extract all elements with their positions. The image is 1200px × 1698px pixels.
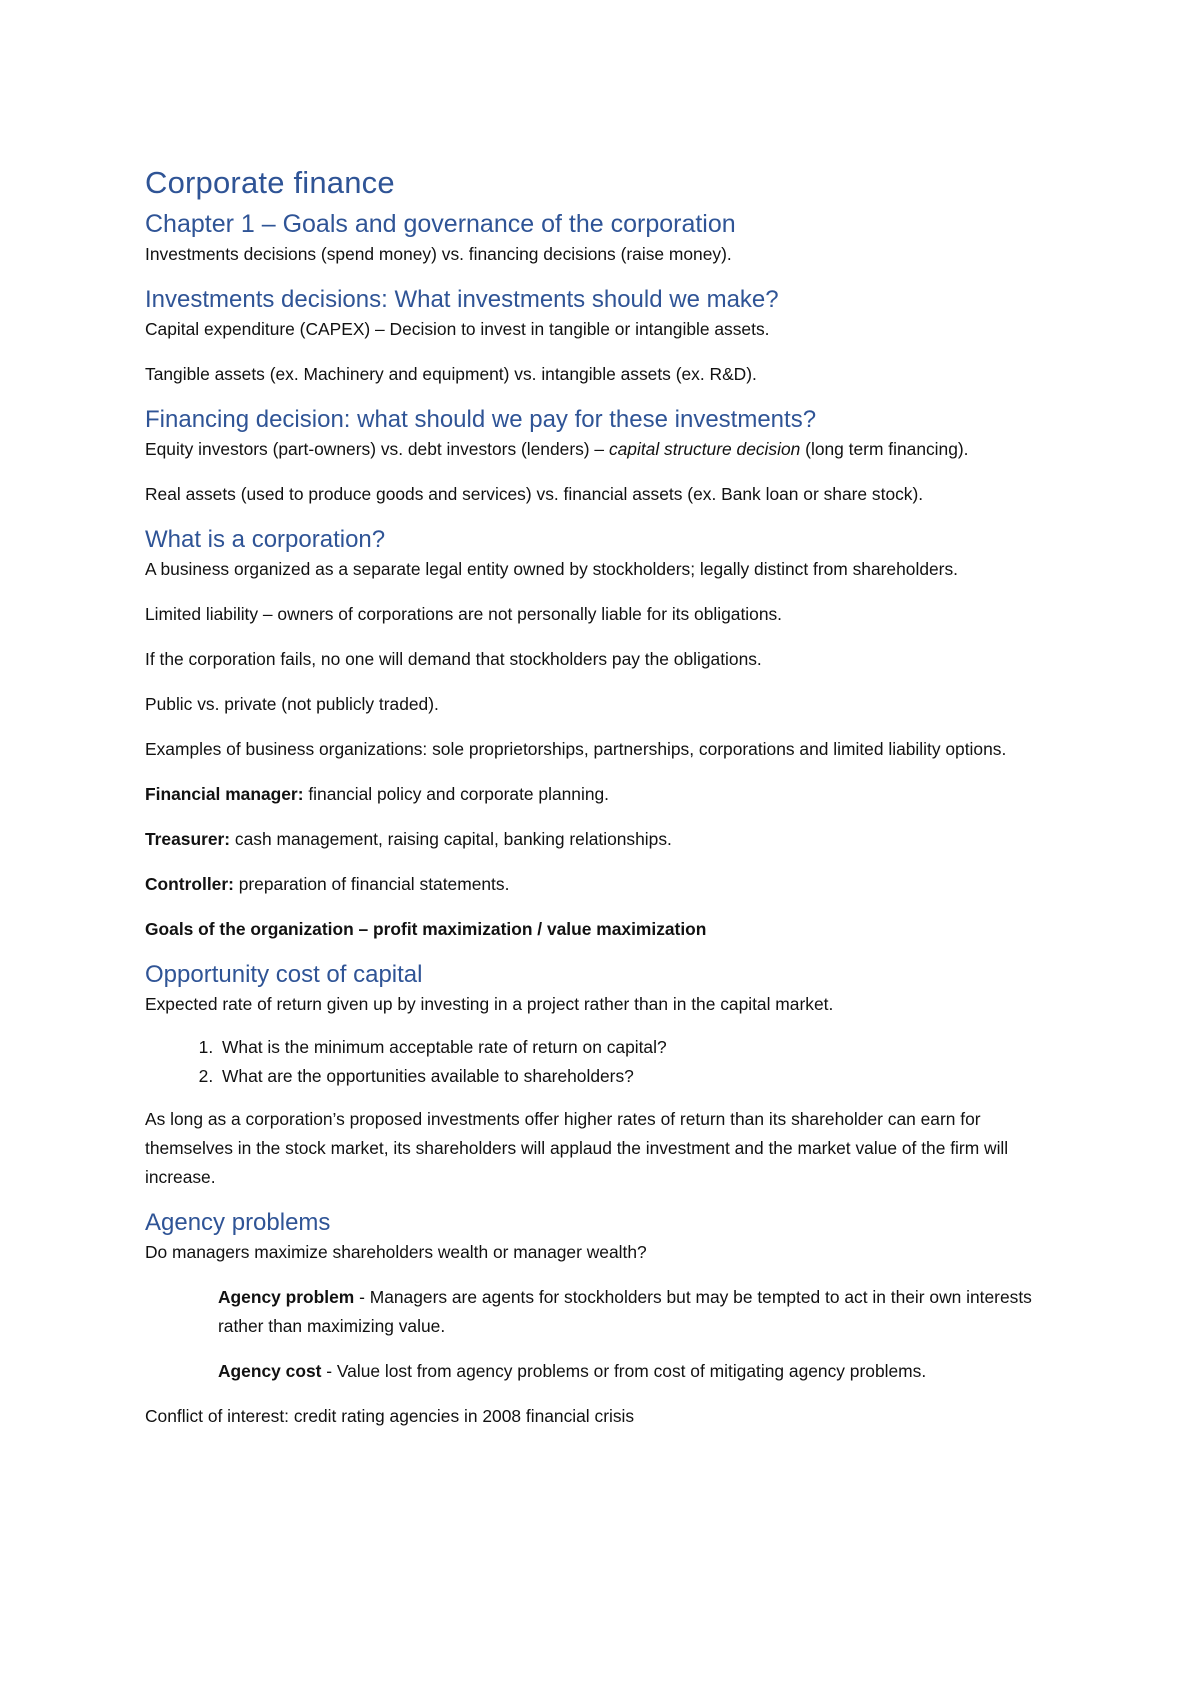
numbered-list xyxy=(145,1033,1070,1091)
paragraph-managers-question: Do managers maximize shareholders wealth or manager wealth? xyxy=(145,1242,647,1263)
intro-paragraph: Investments decisions (spend money) vs. financing decisions (raise money). xyxy=(145,244,732,265)
paragraph-conflict-of-interest: Conflict of interest: credit rating agencies in 2008 financial crisis xyxy=(145,1406,635,1427)
paragraph-capex: Capital expenditure (CAPEX) – Decision to invest in tangible or intangible assets. xyxy=(145,319,770,340)
list-item: 2. What are the opportunities available to shareholders? xyxy=(218,1062,1070,1091)
paragraph-fails: If the corporation fails, no one will demand that stockholders pay the obligations. xyxy=(145,649,762,670)
text-run: financial policy and corporate planning. xyxy=(303,784,609,805)
section-heading-opportunity-cost: Opportunity cost of capital xyxy=(145,961,423,989)
bold-label: Treasurer: xyxy=(145,829,231,850)
paragraph-proposed-investments: As long as a corporation’s proposed investments offer higher rates of return than its shareholder can earn for themselves in the stock market, its shareholders will applaud the investment and the market value of the firm will increase. xyxy=(145,1109,1009,1188)
document-title: Corporate finance xyxy=(145,165,395,200)
text-run: cash management, raising capital, banking relationships. xyxy=(230,829,672,850)
section-heading-corporation: What is a corporation? xyxy=(145,526,386,554)
paragraph-equity-debt xyxy=(145,435,1070,464)
paragraph-controller xyxy=(145,870,1070,899)
paragraph-public-private: Public vs. private (not publicly traded). xyxy=(145,694,439,715)
section-heading-agency: Agency problems xyxy=(145,1209,331,1237)
paragraph-limited-liability: Limited liability – owners of corporations are not personally liable for its obligations. xyxy=(145,604,783,625)
bold-label: Agency cost xyxy=(218,1361,322,1382)
bold-label: Controller: xyxy=(145,874,234,895)
text-run: - Managers are agents for stockholders but may be tempted to act in their own interests rather than maximizing value. xyxy=(218,1287,1032,1337)
bold-label: Financial manager: xyxy=(145,784,304,805)
paragraph-examples: Examples of business organizations: sole proprietorships, partnerships, corporations and limited liability options. xyxy=(145,739,1007,760)
paragraph-tangible-assets: Tangible assets (ex. Machinery and equipment) vs. intangible assets (ex. R&D). xyxy=(145,364,757,385)
paragraph-expected-return: Expected rate of return given up by investing in a project rather than in the capital market. xyxy=(145,994,834,1015)
section-heading-financing: Financing decision: what should we pay for these investments? xyxy=(145,406,817,434)
paragraph-agency-problem xyxy=(145,1283,1070,1341)
text-run: - Value lost from agency problems or from cost of mitigating agency problems. xyxy=(321,1361,927,1382)
text-run: preparation of financial statements. xyxy=(233,874,510,895)
chapter-heading: Chapter 1 – Goals and governance of the corporation xyxy=(145,210,736,239)
list-item: 1. What is the minimum acceptable rate of return on capital? xyxy=(218,1033,1070,1062)
paragraph-treasurer xyxy=(145,825,1070,854)
paragraph-real-assets: Real assets (used to produce goods and services) vs. financial assets (ex. Bank loan or share stock). xyxy=(145,484,924,505)
paragraph-agency-cost xyxy=(145,1357,1070,1386)
bold-goals: Goals of the organization – profit maximization / value maximization xyxy=(145,919,707,940)
paragraph-definition: A business organized as a separate legal entity owned by stockholders; legally distinct from shareholders. xyxy=(145,559,958,580)
text-run: (long term financing). xyxy=(800,439,969,460)
paragraph-financial-manager xyxy=(145,780,1070,809)
bold-label: Agency problem xyxy=(218,1287,355,1308)
section-heading-investments: Investments decisions: What investments should we make? xyxy=(145,286,779,314)
text-run: Equity investors (part-owners) vs. debt investors (lenders) – xyxy=(145,439,609,460)
italic-term: capital structure decision xyxy=(608,439,801,460)
paragraph-goals xyxy=(145,915,1070,944)
